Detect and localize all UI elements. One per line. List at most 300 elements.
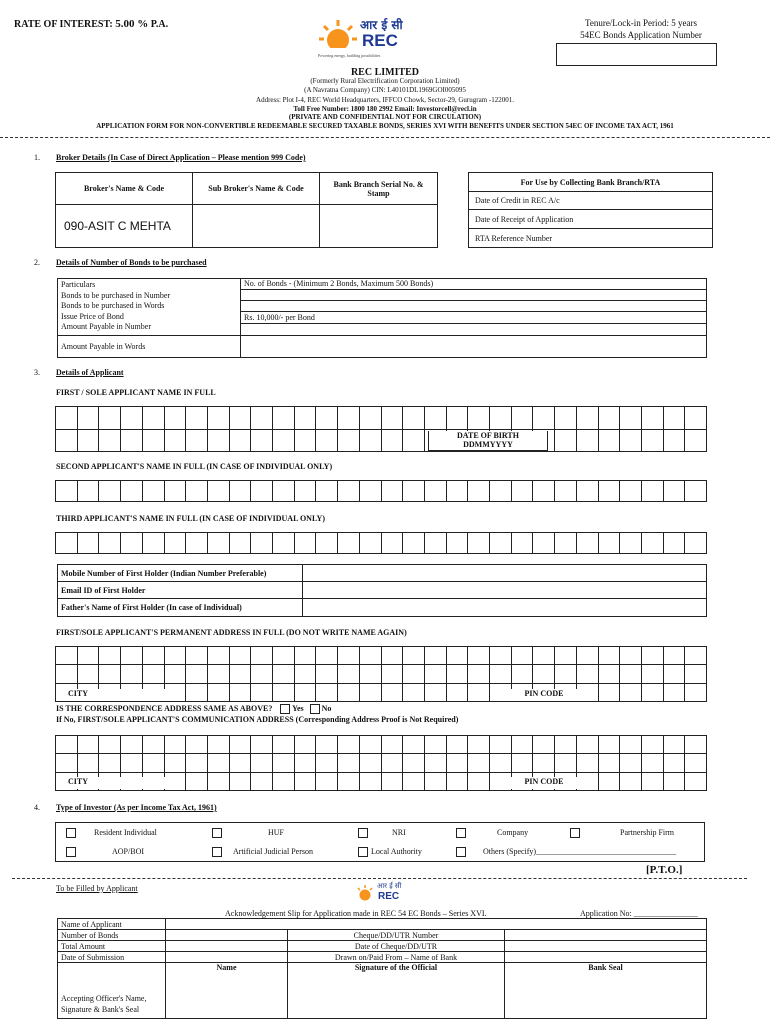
checkbox[interactable] (212, 828, 222, 838)
char-box[interactable] (555, 647, 577, 665)
first-applicant-name-grid[interactable] (55, 406, 707, 452)
char-box[interactable] (620, 684, 642, 702)
checkbox[interactable] (570, 828, 580, 838)
char-box[interactable] (685, 533, 707, 554)
char-box[interactable] (403, 773, 425, 791)
char-box[interactable] (316, 533, 338, 554)
char-box[interactable] (620, 647, 642, 665)
char-box[interactable] (642, 754, 664, 772)
char-box[interactable] (99, 736, 121, 754)
char-box[interactable] (685, 754, 707, 772)
char-box[interactable] (208, 665, 230, 683)
char-box[interactable] (338, 647, 360, 665)
char-box[interactable] (577, 481, 599, 502)
char-box[interactable] (230, 736, 252, 754)
char-box[interactable] (316, 647, 338, 665)
checkbox[interactable] (212, 847, 222, 857)
char-box[interactable] (403, 665, 425, 683)
ack-bonds-input[interactable] (166, 930, 288, 941)
char-box[interactable] (186, 430, 208, 453)
char-box[interactable] (664, 430, 686, 453)
char-box[interactable] (512, 647, 534, 665)
char-box[interactable] (447, 773, 469, 791)
investor-company[interactable] (456, 828, 466, 838)
char-box[interactable] (403, 430, 425, 453)
char-box[interactable] (338, 665, 360, 683)
investor-nri[interactable] (358, 828, 368, 838)
char-box[interactable] (230, 533, 252, 554)
char-box[interactable] (447, 407, 469, 430)
char-box[interactable] (620, 481, 642, 502)
investor-aop-boi[interactable] (66, 847, 76, 857)
char-box[interactable] (577, 684, 599, 702)
char-box[interactable] (599, 665, 621, 683)
char-box[interactable] (685, 684, 707, 702)
char-box[interactable] (251, 407, 273, 430)
char-box[interactable] (447, 665, 469, 683)
char-box[interactable] (599, 736, 621, 754)
char-box[interactable] (165, 481, 187, 502)
char-box[interactable] (555, 754, 577, 772)
char-box[interactable] (642, 430, 664, 453)
char-box[interactable] (186, 533, 208, 554)
char-box[interactable] (338, 773, 360, 791)
ack-bank-input[interactable] (505, 952, 707, 963)
char-box[interactable] (295, 533, 317, 554)
char-box[interactable] (165, 736, 187, 754)
char-box[interactable] (295, 736, 317, 754)
char-box[interactable] (577, 647, 599, 665)
email-input[interactable] (303, 582, 707, 599)
char-box[interactable] (360, 533, 382, 554)
char-box[interactable] (230, 430, 252, 453)
char-box[interactable] (468, 481, 490, 502)
char-box[interactable] (468, 754, 490, 772)
ack-cheque-input[interactable] (505, 930, 707, 941)
char-box[interactable] (490, 736, 512, 754)
char-box[interactable] (533, 647, 555, 665)
char-box[interactable] (78, 736, 100, 754)
char-box[interactable] (360, 773, 382, 791)
char-box[interactable] (664, 407, 686, 430)
broker-name-input[interactable]: 090-ASIT C MEHTA (56, 205, 193, 248)
char-box[interactable] (99, 481, 121, 502)
char-box[interactable] (360, 754, 382, 772)
char-box[interactable] (230, 754, 252, 772)
char-box[interactable] (533, 736, 555, 754)
char-box[interactable] (620, 407, 642, 430)
char-box[interactable] (512, 407, 534, 430)
char-box[interactable] (490, 647, 512, 665)
char-box[interactable] (230, 481, 252, 502)
char-box[interactable] (56, 407, 78, 430)
char-box[interactable] (403, 533, 425, 554)
investor-huf[interactable] (212, 828, 222, 838)
char-box[interactable] (577, 754, 599, 772)
char-box[interactable] (56, 533, 78, 554)
char-box[interactable] (338, 481, 360, 502)
char-box[interactable] (360, 684, 382, 702)
char-box[interactable] (56, 481, 78, 502)
mobile-input[interactable] (303, 565, 707, 582)
char-box[interactable] (99, 533, 121, 554)
char-box[interactable] (338, 736, 360, 754)
application-number-input[interactable] (556, 43, 717, 66)
char-box[interactable] (251, 773, 273, 791)
ack-name-input[interactable] (166, 919, 707, 930)
char-box[interactable] (230, 773, 252, 791)
char-box[interactable] (316, 684, 338, 702)
char-box[interactable] (99, 430, 121, 453)
investor-others[interactable] (456, 847, 466, 857)
char-box[interactable] (56, 736, 78, 754)
char-box[interactable] (533, 481, 555, 502)
char-box[interactable] (403, 407, 425, 430)
char-box[interactable] (338, 430, 360, 453)
investor-ajp[interactable] (212, 847, 222, 857)
char-box[interactable] (577, 533, 599, 554)
char-box[interactable] (555, 430, 577, 453)
char-box[interactable] (186, 647, 208, 665)
char-box[interactable] (490, 533, 512, 554)
char-box[interactable] (642, 773, 664, 791)
char-box[interactable] (425, 647, 447, 665)
char-box[interactable] (685, 407, 707, 430)
char-box[interactable] (490, 481, 512, 502)
char-box[interactable] (295, 684, 317, 702)
char-box[interactable] (664, 647, 686, 665)
char-box[interactable] (468, 684, 490, 702)
char-box[interactable] (143, 754, 165, 772)
char-box[interactable] (685, 665, 707, 683)
checkbox[interactable] (456, 828, 466, 838)
char-box[interactable] (685, 430, 707, 453)
char-box[interactable] (251, 481, 273, 502)
char-box[interactable] (78, 647, 100, 665)
char-box[interactable] (599, 773, 621, 791)
char-box[interactable] (56, 430, 78, 453)
char-box[interactable] (664, 773, 686, 791)
char-box[interactable] (642, 647, 664, 665)
char-box[interactable] (273, 773, 295, 791)
char-box[interactable] (425, 773, 447, 791)
char-box[interactable] (599, 430, 621, 453)
checkbox[interactable] (456, 847, 466, 857)
char-box[interactable] (273, 684, 295, 702)
char-box[interactable] (642, 665, 664, 683)
char-box[interactable] (338, 407, 360, 430)
char-box[interactable] (599, 533, 621, 554)
char-box[interactable] (165, 407, 187, 430)
char-box[interactable] (425, 665, 447, 683)
char-box[interactable] (577, 665, 599, 683)
char-box[interactable] (599, 407, 621, 430)
char-box[interactable] (78, 665, 100, 683)
char-box[interactable] (685, 773, 707, 791)
char-box[interactable] (316, 754, 338, 772)
char-box[interactable] (468, 533, 490, 554)
bonds-number-input[interactable] (241, 290, 706, 301)
char-box[interactable] (121, 407, 143, 430)
char-box[interactable] (425, 407, 447, 430)
char-box[interactable] (99, 647, 121, 665)
char-box[interactable] (186, 665, 208, 683)
char-box[interactable] (664, 665, 686, 683)
char-box[interactable] (533, 533, 555, 554)
char-box[interactable] (382, 430, 404, 453)
char-box[interactable] (295, 481, 317, 502)
char-box[interactable] (447, 481, 469, 502)
char-box[interactable] (338, 533, 360, 554)
char-box[interactable] (295, 430, 317, 453)
same-address-yes-checkbox[interactable] (280, 704, 290, 714)
char-box[interactable] (620, 736, 642, 754)
char-box[interactable] (273, 407, 295, 430)
char-box[interactable] (360, 647, 382, 665)
char-box[interactable] (360, 481, 382, 502)
char-box[interactable] (56, 647, 78, 665)
char-box[interactable] (186, 736, 208, 754)
char-box[interactable] (620, 430, 642, 453)
char-box[interactable] (620, 533, 642, 554)
char-box[interactable] (186, 684, 208, 702)
char-box[interactable] (143, 407, 165, 430)
char-box[interactable] (468, 407, 490, 430)
char-box[interactable] (165, 533, 187, 554)
char-box[interactable] (121, 665, 143, 683)
char-box[interactable] (295, 754, 317, 772)
char-box[interactable] (664, 533, 686, 554)
char-box[interactable] (121, 754, 143, 772)
checkbox[interactable] (66, 847, 76, 857)
char-box[interactable] (512, 533, 534, 554)
char-box[interactable] (121, 736, 143, 754)
char-box[interactable] (685, 647, 707, 665)
char-box[interactable] (251, 736, 273, 754)
char-box[interactable] (382, 736, 404, 754)
char-box[interactable] (403, 684, 425, 702)
char-box[interactable] (316, 773, 338, 791)
char-box[interactable] (251, 430, 273, 453)
char-box[interactable] (208, 481, 230, 502)
char-box[interactable] (512, 736, 534, 754)
char-box[interactable] (403, 647, 425, 665)
char-box[interactable] (599, 754, 621, 772)
char-box[interactable] (403, 481, 425, 502)
char-box[interactable] (186, 754, 208, 772)
char-box[interactable] (360, 736, 382, 754)
char-box[interactable] (78, 754, 100, 772)
char-box[interactable] (143, 533, 165, 554)
char-box[interactable] (316, 665, 338, 683)
char-box[interactable] (338, 754, 360, 772)
char-box[interactable] (382, 533, 404, 554)
char-box[interactable] (447, 533, 469, 554)
char-box[interactable] (382, 407, 404, 430)
char-box[interactable] (251, 754, 273, 772)
char-box[interactable] (165, 647, 187, 665)
char-box[interactable] (599, 647, 621, 665)
char-box[interactable] (295, 407, 317, 430)
bank-stamp-input[interactable] (320, 205, 438, 248)
char-box[interactable] (577, 736, 599, 754)
char-box[interactable] (78, 481, 100, 502)
char-box[interactable] (230, 407, 252, 430)
char-box[interactable] (447, 684, 469, 702)
char-box[interactable] (165, 430, 187, 453)
char-box[interactable] (490, 754, 512, 772)
char-box[interactable] (230, 684, 252, 702)
char-box[interactable] (78, 533, 100, 554)
char-box[interactable] (208, 773, 230, 791)
char-box[interactable] (360, 665, 382, 683)
char-box[interactable] (447, 647, 469, 665)
checkbox[interactable] (358, 828, 368, 838)
char-box[interactable] (468, 665, 490, 683)
char-box[interactable] (316, 736, 338, 754)
char-box[interactable] (186, 407, 208, 430)
char-box[interactable] (56, 665, 78, 683)
char-box[interactable] (273, 736, 295, 754)
investor-local-authority[interactable] (358, 847, 368, 857)
char-box[interactable] (425, 481, 447, 502)
char-box[interactable] (208, 430, 230, 453)
char-box[interactable] (555, 481, 577, 502)
char-box[interactable] (599, 481, 621, 502)
char-box[interactable] (316, 430, 338, 453)
investor-resident-individual[interactable] (66, 828, 76, 838)
char-box[interactable] (208, 684, 230, 702)
char-box[interactable] (208, 533, 230, 554)
ack-amount-input[interactable] (166, 941, 288, 952)
char-box[interactable] (208, 407, 230, 430)
char-box[interactable] (99, 407, 121, 430)
char-box[interactable] (642, 736, 664, 754)
char-box[interactable] (186, 481, 208, 502)
char-box[interactable] (468, 736, 490, 754)
char-box[interactable] (425, 684, 447, 702)
char-box[interactable] (165, 754, 187, 772)
char-box[interactable] (620, 754, 642, 772)
third-applicant-name-grid[interactable] (55, 532, 707, 554)
char-box[interactable] (99, 754, 121, 772)
char-box[interactable] (490, 407, 512, 430)
father-input[interactable] (303, 599, 707, 617)
char-box[interactable] (382, 754, 404, 772)
char-box[interactable] (295, 647, 317, 665)
char-box[interactable] (143, 736, 165, 754)
char-box[interactable] (425, 754, 447, 772)
char-box[interactable] (143, 481, 165, 502)
char-box[interactable] (533, 665, 555, 683)
char-box[interactable] (273, 533, 295, 554)
ack-date-input[interactable] (166, 952, 288, 963)
char-box[interactable] (143, 430, 165, 453)
char-box[interactable] (555, 736, 577, 754)
char-box[interactable] (555, 533, 577, 554)
char-box[interactable] (533, 407, 555, 430)
char-box[interactable] (425, 533, 447, 554)
char-box[interactable] (251, 647, 273, 665)
char-box[interactable] (382, 665, 404, 683)
char-box[interactable] (685, 481, 707, 502)
char-box[interactable] (165, 665, 187, 683)
char-box[interactable] (512, 665, 534, 683)
subbroker-input[interactable] (193, 205, 320, 248)
char-box[interactable] (208, 647, 230, 665)
char-box[interactable] (99, 665, 121, 683)
char-box[interactable] (403, 736, 425, 754)
checkbox[interactable] (358, 847, 368, 857)
char-box[interactable] (230, 647, 252, 665)
char-box[interactable] (403, 754, 425, 772)
char-box[interactable] (555, 665, 577, 683)
char-box[interactable] (642, 481, 664, 502)
char-box[interactable] (143, 647, 165, 665)
char-box[interactable] (555, 407, 577, 430)
char-box[interactable] (251, 533, 273, 554)
char-box[interactable] (273, 754, 295, 772)
char-box[interactable] (251, 684, 273, 702)
second-applicant-name-grid[interactable] (55, 480, 707, 502)
char-box[interactable] (512, 754, 534, 772)
char-box[interactable] (273, 647, 295, 665)
char-box[interactable] (425, 736, 447, 754)
amount-words-input[interactable] (241, 336, 707, 358)
char-box[interactable] (316, 481, 338, 502)
char-box[interactable] (316, 407, 338, 430)
char-box[interactable] (577, 773, 599, 791)
char-box[interactable] (664, 754, 686, 772)
char-box[interactable] (360, 430, 382, 453)
char-box[interactable] (490, 665, 512, 683)
char-box[interactable] (512, 481, 534, 502)
char-box[interactable] (468, 647, 490, 665)
char-box[interactable] (447, 736, 469, 754)
char-box[interactable] (208, 754, 230, 772)
char-box[interactable] (208, 736, 230, 754)
char-box[interactable] (121, 647, 143, 665)
char-box[interactable] (360, 407, 382, 430)
char-box[interactable] (533, 754, 555, 772)
char-box[interactable] (121, 533, 143, 554)
char-box[interactable] (143, 665, 165, 683)
char-box[interactable] (642, 407, 664, 430)
same-address-no-checkbox[interactable] (310, 704, 320, 714)
char-box[interactable] (642, 684, 664, 702)
char-box[interactable] (121, 481, 143, 502)
char-box[interactable] (273, 430, 295, 453)
char-box[interactable] (251, 665, 273, 683)
char-box[interactable] (664, 684, 686, 702)
char-box[interactable] (382, 684, 404, 702)
char-box[interactable] (338, 684, 360, 702)
amount-number-input[interactable] (241, 324, 706, 335)
char-box[interactable] (620, 773, 642, 791)
ack-date-cheque-input[interactable] (505, 941, 707, 952)
investor-partnership[interactable] (570, 828, 580, 838)
char-box[interactable] (295, 773, 317, 791)
char-box[interactable] (295, 665, 317, 683)
char-box[interactable] (599, 684, 621, 702)
char-box[interactable] (620, 665, 642, 683)
char-box[interactable] (468, 773, 490, 791)
char-box[interactable] (78, 430, 100, 453)
checkbox[interactable] (66, 828, 76, 838)
char-box[interactable] (685, 736, 707, 754)
char-box[interactable] (56, 754, 78, 772)
char-box[interactable] (447, 754, 469, 772)
